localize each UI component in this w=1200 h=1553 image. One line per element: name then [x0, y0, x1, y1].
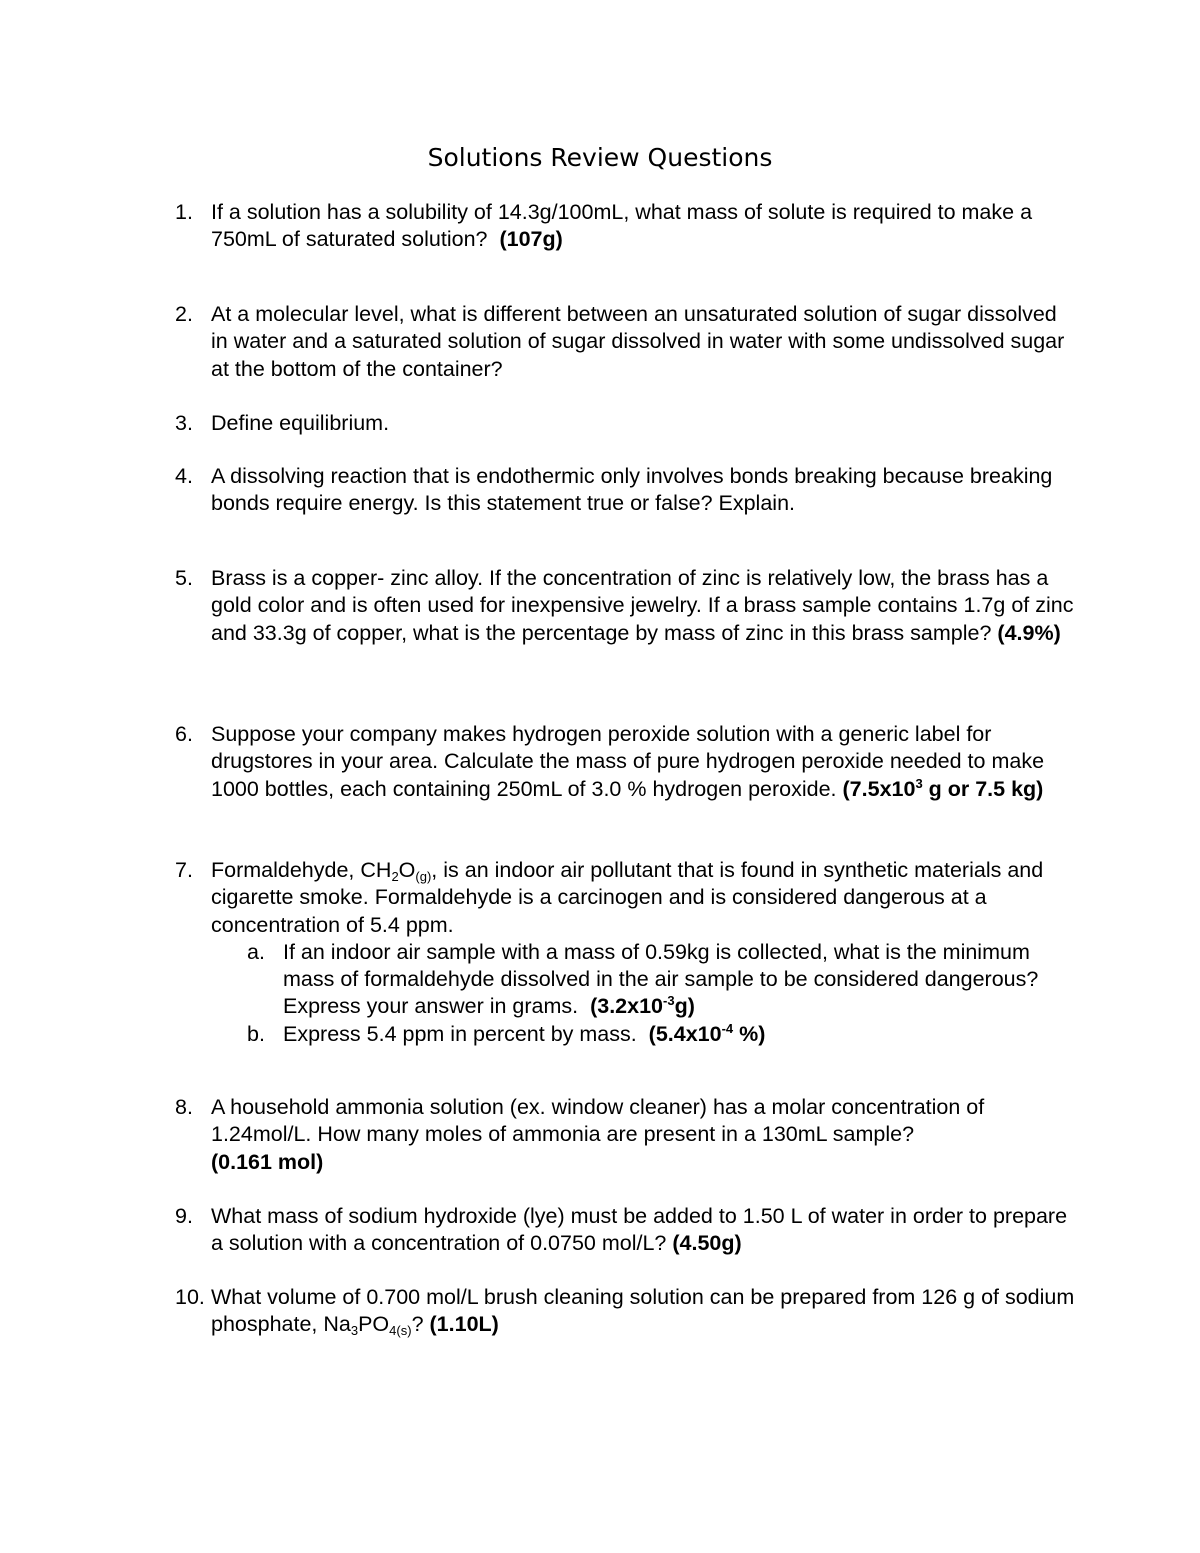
question-text: Brass is a copper- zinc alloy. If the concentration of zinc is relatively low, the brass has a gold color and is often used for inexpensive jewelry. If a brass sample contains 1.7g of zinc and 33.3g of copper, what is the percentage by mass of zinc in this brass sample? [211, 566, 1074, 645]
sub-question-a [247, 939, 1075, 1021]
question-number: 7. [175, 858, 193, 882]
question-answer: (1.10L) [429, 1312, 499, 1337]
question-answer: (0.161 mol) [211, 1149, 324, 1174]
question-4 [175, 463, 1075, 518]
question-text: A dissolving reaction that is endothermic only involves bonds breaking because breaking bonds require energy. Is this statement true or false? Explain. [211, 464, 1053, 516]
question-6 [175, 721, 1075, 803]
question-number: 10. [175, 1285, 205, 1309]
question-answer: ($7.5x10^3$ g or 7.5 kg) [842, 775, 1044, 801]
question-5 [175, 565, 1075, 647]
sub-question-b [247, 1020, 1075, 1048]
sub-question-letter: b. [247, 1021, 265, 1046]
question-3 [175, 410, 1075, 437]
sub-question-answer: ($5.4x10^{-4}$ %) [648, 1020, 766, 1046]
question-7 [175, 857, 1075, 1048]
question-text: Define equilibrium. [211, 411, 390, 435]
question-answer: (4.50g) [672, 1231, 742, 1256]
sub-question-answer: $(3.2x10^{-3}g)$ [590, 993, 695, 1019]
question-answer: (107g) [499, 227, 563, 252]
question-number: 9. [175, 1204, 193, 1228]
question-number: 4. [175, 464, 193, 488]
question-text: Formaldehyde, $CH_2O_{(g)}$, is an indoor air pollutant that is found in synthetic materials and cigarette smoke. Formaldehyde is a carcinogen and is considered dangerous at a concentration of 5.4 ppm. [211, 858, 1044, 937]
question-1 [175, 199, 1075, 254]
question-number: 5. [175, 566, 193, 590]
question-9 [175, 1203, 1075, 1258]
question-2 [175, 301, 1075, 383]
question-text: A household ammonia solution (ex. window cleaner) has a molar concentration of 1.24mol/L. How many moles of ammonia are present in a 130mL sample? [211, 1095, 985, 1147]
question-8 [175, 1094, 1075, 1176]
sub-question-letter: a. [247, 939, 265, 964]
question-number: 2. [175, 302, 193, 326]
sub-question-text: If an indoor air sample with a mass of 0.59kg is collected, what is the minimum mass of formaldehyde dissolved in the air sample to be considered dangerous? Express your answer in grams. [283, 939, 1039, 1019]
question-text: Suppose your company makes hydrogen peroxide solution with a generic label for drugstores in your area. Calculate the mass of pure hydrogen peroxide needed to make 1000 bottles, each containing 250mL of 3.0 % hydrogen peroxide. [211, 722, 1045, 801]
page-title: Solutions Review Questions [427, 143, 773, 172]
question-answer: (4.9%) [997, 620, 1061, 645]
question-text: At a molecular level, what is different between an unsaturated solution of sugar dissolved in water and a saturated solution of sugar dissolved in water with some undissolved sugar at the bottom of the container? [211, 302, 1065, 381]
question-number: 6. [175, 722, 193, 746]
question-number: 1. [175, 200, 193, 224]
sub-question-list [247, 939, 1075, 1048]
sub-question-text: Express 5.4 ppm in percent by mass. [283, 1021, 637, 1046]
question-number: 8. [175, 1095, 193, 1119]
question-text: What mass of sodium hydroxide (lye) must be added to 1.50 L of water in order to prepare a solution with a concentration of 0.0750 mol/L? [211, 1204, 1068, 1256]
question-number: 3. [175, 411, 193, 435]
question-text: What volume of 0.700 mol/L brush cleaning solution can be prepared from 126 g of sodium phosphate, $Na_3PO_{4(s)}$? [211, 1285, 1075, 1339]
question-10 [175, 1284, 1075, 1339]
question-text: If a solution has a solubility of 14.3g/100mL, what mass of solute is required to make a 750mL of saturated solution? [211, 200, 1033, 252]
